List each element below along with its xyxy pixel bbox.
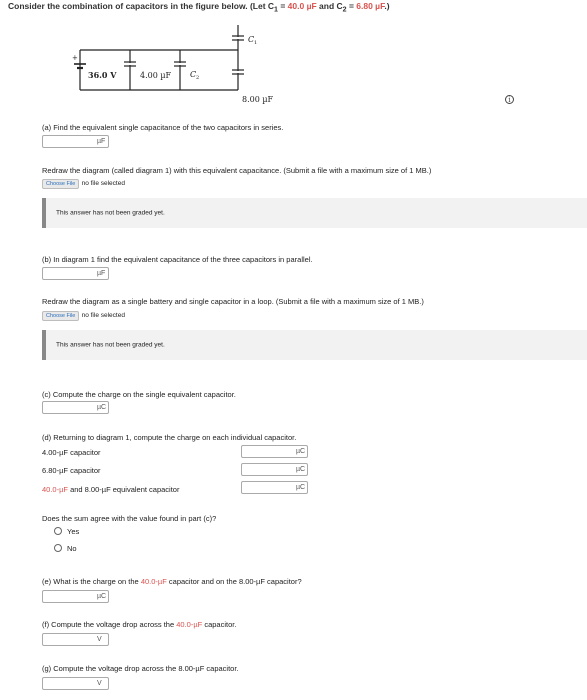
sum-question: Does the sum agree with the value found in part (c)? [42,514,217,523]
cap-4-label: 4.00 µF [140,71,172,80]
svg-text:+: + [72,54,78,62]
part-d-answer-input-3[interactable]: µC [241,481,308,494]
svg-text:2: 2 [196,75,200,81]
file-upload-2 [42,310,125,319]
part-d-answer-input-2[interactable]: µC [241,463,308,476]
part-f-question: (f) Compute the voltage drop across the 40.0-µF capacitor. [42,620,237,629]
cap-c1-label: C [248,35,255,44]
info-icon[interactable]: i [505,95,514,104]
part-g-answer-input[interactable]: V [42,677,109,690]
radio-no-circle[interactable] [54,544,62,552]
circuit-diagram [60,20,290,110]
part-d-question: (d) Returning to diagram 1, compute the charge on each individual capacitor. [42,433,297,442]
grading-notice-1: This answer has not been graded yet. [42,198,587,228]
part-a-question: (a) Find the equivalent single capacitance of the two capacitors in series. [42,123,284,132]
part-e-question: (e) What is the charge on the 40.0-µF capacitor and on the 8.00-µF capacitor? [42,577,302,586]
radio-yes[interactable] [54,527,62,535]
c2-value: 6.80 µF [356,1,385,11]
part-d-row-label-3: 40.0-µF and 8.00-µF equivalent capacitor [42,485,180,494]
battery-label: 36.0 V [88,70,117,80]
c1-value: 40.0 µF [287,1,317,11]
part-f-answer-input[interactable]: V [42,633,109,646]
part-b-question: (b) In diagram 1 find the equivalent capacitance of the three capacitors in parallel. [42,255,313,264]
file-status-1: no file selected [81,180,125,187]
choose-file-button-2[interactable]: Choose File [42,311,79,321]
cap-8-label: 8.00 µF [242,95,274,104]
problem-prompt: Consider the combination of capacitors in the figure below. (Let $C_1 = 40.0$ µF and $C_2 = 6.80$ µF.) [8,1,390,14]
radio-no[interactable] [54,544,62,552]
redraw-1-instruction: Redraw the diagram (called diagram 1) with this equivalent capacitance. (Submit a file with a maximum size of 1 MB.) [42,166,432,175]
file-status-2: no file selected [81,312,125,319]
part-b-answer-input[interactable]: µF [42,267,109,280]
part-d-answer-input-1[interactable]: µC [241,445,308,458]
file-upload-1 [42,178,125,187]
grading-notice-2: This answer has not been graded yet. [42,330,587,360]
svg-text:1: 1 [254,40,258,46]
radio-yes-label: Yes [67,527,80,536]
part-d-row-label-2: 6.80-µF capacitor [42,466,101,475]
cap-c2-label: C [190,70,197,79]
radio-no-label: No [67,544,77,553]
choose-file-button-1[interactable]: Choose File [42,179,79,189]
redraw-2-instruction: Redraw the diagram as a single battery and single capacitor in a loop. (Submit a file with a maximum size of 1 MB.) [42,297,424,306]
part-e-answer-input[interactable]: µC [42,590,109,603]
part-d-row-label-1: 4.00-µF capacitor [42,448,101,457]
part-c-question: (c) Compute the charge on the single equivalent capacitor. [42,390,236,399]
part-g-question: (g) Compute the voltage drop across the 8.00-µF capacitor. [42,664,239,673]
radio-yes-circle[interactable] [54,527,62,535]
part-c-answer-input[interactable]: µC [42,401,109,414]
part-a-answer-input[interactable]: µF [42,135,109,148]
